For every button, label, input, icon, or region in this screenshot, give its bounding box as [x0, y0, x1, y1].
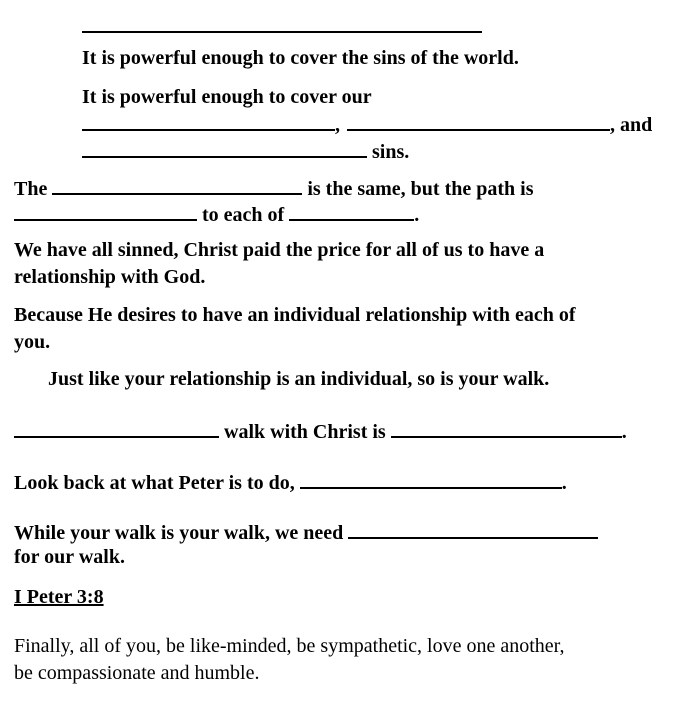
text: . [621, 421, 627, 443]
statement: for our walk. [14, 546, 125, 568]
text: , [335, 114, 340, 136]
fill-in-blank[interactable] [14, 201, 197, 221]
blank-line [14, 201, 419, 227]
blank-line [82, 138, 409, 164]
blank-line [14, 519, 598, 545]
text: , and [610, 114, 653, 136]
blank-line [14, 175, 533, 201]
text: The [14, 178, 53, 200]
statement: It is powerful enough to cover our [82, 86, 372, 108]
scripture-text: Finally, all of you, be like-minded, be sympathetic, love one another, [14, 635, 565, 657]
fill-in-blank[interactable] [14, 418, 219, 438]
fill-in-blank[interactable] [300, 469, 562, 489]
text: Look back at what Peter is to do, [14, 472, 300, 494]
text: walk with Christ is [219, 421, 391, 443]
text: to each of [197, 204, 290, 226]
statement: Because He desires to have an individual relationship with each of [14, 304, 576, 326]
statement: Just like your relationship is an individual, so is your walk. [48, 368, 550, 390]
statement: relationship with God. [14, 266, 206, 288]
fill-in-blank[interactable] [289, 201, 414, 221]
scripture-heading: I Peter 3:8 [14, 586, 104, 608]
statement: It is powerful enough to cover the sins of the world. [82, 47, 519, 69]
text: . [561, 472, 567, 494]
blank-line [82, 111, 652, 137]
fill-in-blank[interactable] [82, 138, 367, 158]
text: While your walk is your walk, we need [14, 522, 349, 544]
blank-line [14, 418, 627, 444]
fill-in-blank[interactable] [391, 418, 622, 438]
scripture-text: be compassionate and humble. [14, 662, 260, 684]
fill-in-blank[interactable] [52, 175, 302, 195]
statement: We have all sinned, Christ paid the price for all of us to have a [14, 239, 545, 261]
text: . [414, 204, 420, 226]
blank-line [14, 469, 567, 495]
fill-in-blank[interactable] [347, 111, 610, 131]
text: is the same, but the path is [302, 178, 534, 200]
fill-in-blank[interactable] [82, 111, 335, 131]
fill-in-blank[interactable] [82, 31, 482, 33]
statement: you. [14, 331, 51, 353]
fill-in-blank[interactable] [348, 519, 598, 539]
text: sins. [367, 141, 410, 163]
